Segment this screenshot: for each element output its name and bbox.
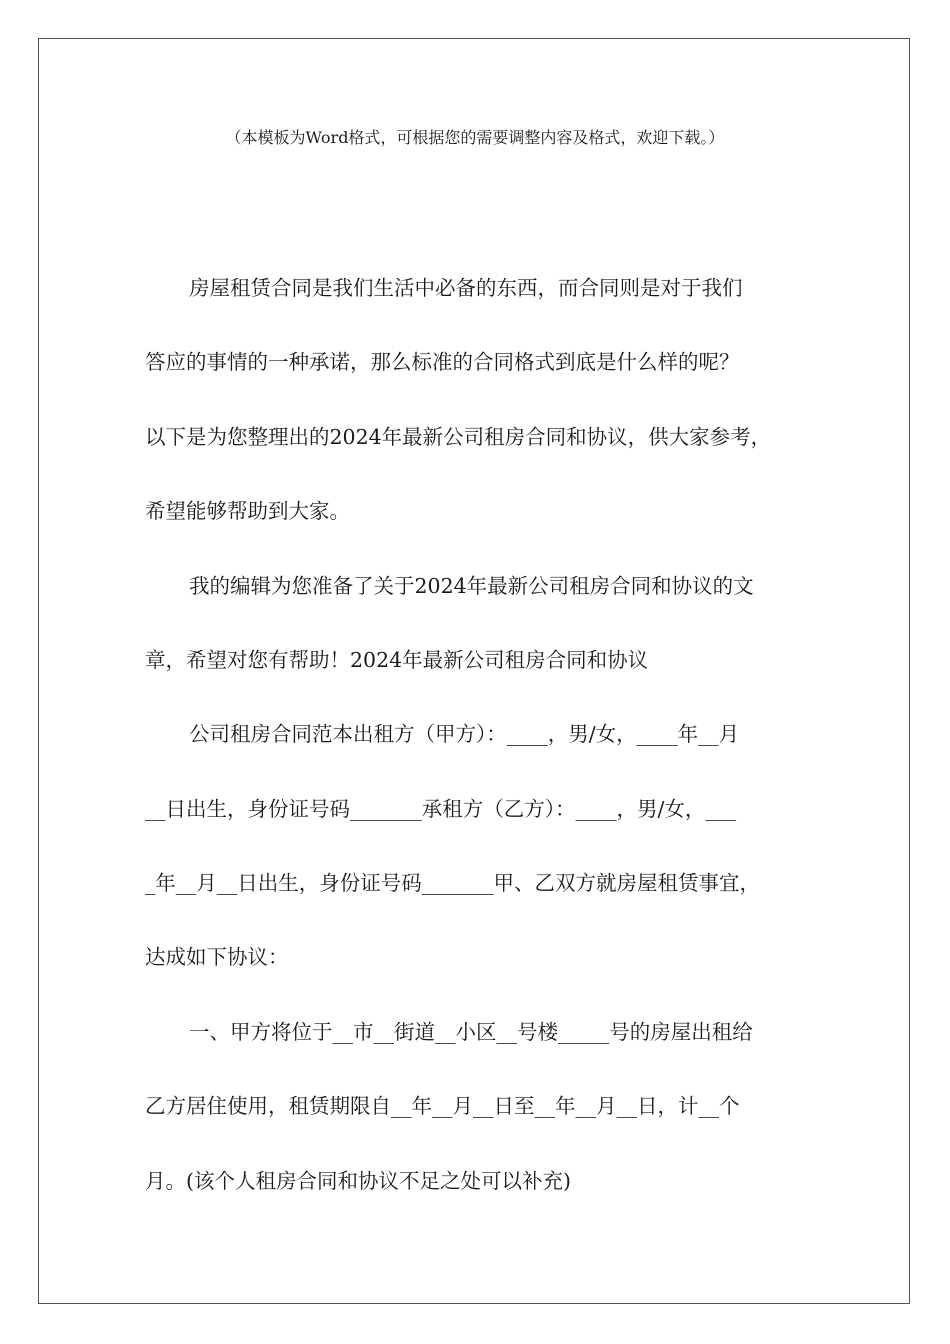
contract-text xyxy=(145,270,815,1200)
text-line-4: 希望能够帮助到大家。 xyxy=(145,499,350,524)
text-line-11: 一、甲方将位于__市__街道__小区__号楼_____号的房屋出租给 xyxy=(189,1019,753,1044)
text-line-6: 章，希望对您有帮助！2024年最新公司租房合同和协议 xyxy=(145,647,649,672)
template-note: （本模板为Word格式，可根据您的需要调整内容及格式，欢迎下载。） xyxy=(225,128,725,147)
text-line-12: 乙方居住使用，租赁期限自__年__月__日至__年__月__日，计__个 xyxy=(145,1094,740,1119)
text-line-8: __日出生，身份证号码_______承租方（乙方）：____，男/女，___ xyxy=(145,796,737,821)
text-line-3: 以下是为您整理出的2024年最新公司租房合同和协议，供大家参考， xyxy=(145,424,772,449)
document-body xyxy=(145,270,815,1237)
text-line-2: 答应的事情的一种承诺，那么标准的合同格式到底是什么样的呢？ xyxy=(145,350,740,375)
text-line-9: _年__月__日出生，身份证号码_______甲、乙双方就房屋租赁事宜， xyxy=(145,871,760,895)
text-line-5: 我的编辑为您准备了关于2024年最新公司租房合同和协议的文 xyxy=(189,573,754,598)
text-line-13: 月。(该个人租房合同和协议不足之处可以补充) xyxy=(145,1168,571,1193)
text-line-1: 房屋租赁合同是我们生活中必备的东西，而合同则是对于我们 xyxy=(189,276,743,300)
text-line-7: 公司租房合同范本出租方（甲方）：____，男/女，____年__月 xyxy=(189,722,740,747)
text-line-10: 达成如下协议： xyxy=(145,945,289,970)
